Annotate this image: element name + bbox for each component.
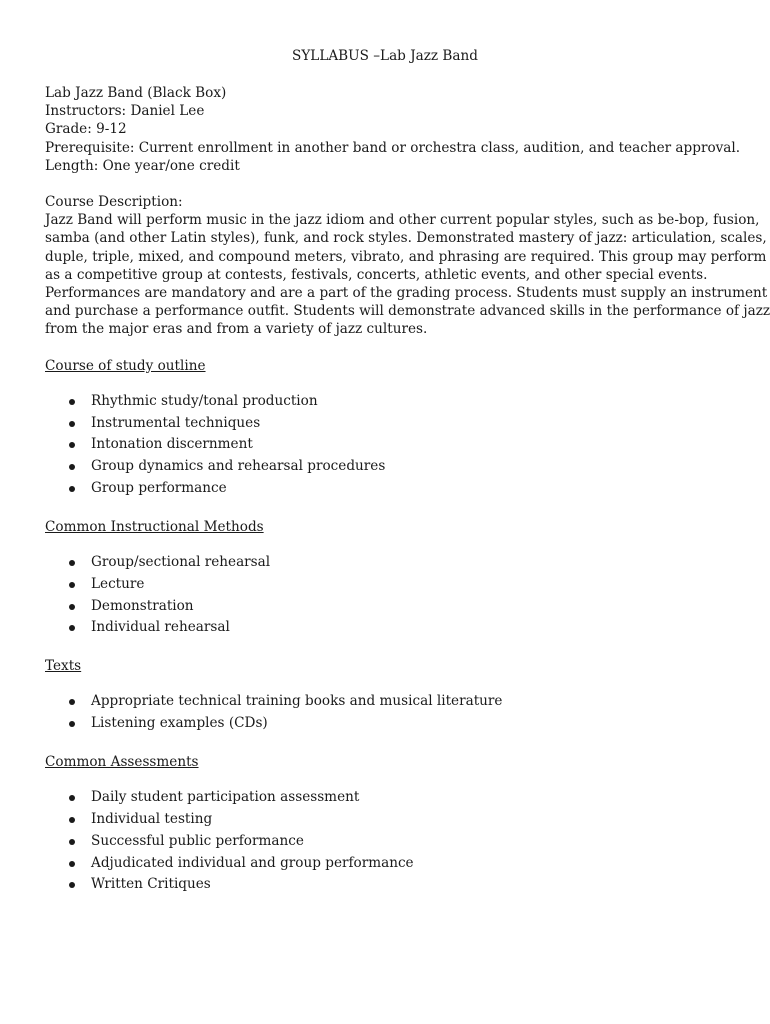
list-item: Demonstration — [45, 596, 735, 618]
list-item: Group performance — [45, 478, 735, 500]
list-item: Individual testing — [45, 809, 735, 831]
description-line: samba (and other Latin styles), funk, and rock styles. Demonstrated mastery of jazz: articulation, scales, — [45, 230, 767, 247]
list-item: Appropriate technical training books and musical literature — [45, 691, 735, 713]
description-line: from the major eras and from a variety of jazz cultures. — [45, 321, 428, 338]
description-line: Jazz Band will perform music in the jazz idiom and other current popular styles, such as be-bop, fusion, — [45, 212, 760, 229]
list-item: Instrumental techniques — [45, 413, 735, 435]
assessments-list — [45, 787, 735, 896]
section-heading-assessments: Common Assessments — [45, 754, 199, 771]
list-item: Rhythmic study/tonal production — [45, 391, 735, 413]
course-description-text — [45, 211, 770, 338]
list-item: Written Critiques — [45, 874, 735, 896]
section-heading-course-outline: Course of study outline — [45, 357, 206, 374]
length: Length: One year/one credit — [45, 157, 240, 174]
description-line: duple, triple, mixed, and compound meters, vibrato, and phrasing are required. This group may perform — [45, 248, 767, 265]
list-item: Individual rehearsal — [45, 617, 735, 639]
course-outline-list — [45, 391, 735, 500]
description-line: Performances are mandatory and are a part of the grading process. Students must supply an instrument — [45, 285, 768, 302]
prerequisite: Prerequisite: Current enrollment in another band or orchestra class, audition, and teacher approval. — [45, 139, 741, 156]
description-line: and purchase a performance outfit. Students will demonstrate advanced skills in the performance of jazz — [45, 303, 770, 320]
list-item: Successful public performance — [45, 831, 735, 853]
description-line: as a competitive group at contests, festivals, concerts, athletic events, and other special events. — [45, 266, 708, 283]
instructional-methods-list — [45, 552, 735, 639]
list-item: Listening examples (CDs) — [45, 713, 735, 735]
spacer — [45, 175, 735, 193]
list-item: Adjudicated individual and group performance — [45, 853, 735, 875]
grade: Grade: 9-12 — [45, 121, 127, 138]
instructors: Instructors: Daniel Lee — [45, 103, 205, 120]
course-name: Lab Jazz Band (Black Box) — [45, 85, 227, 101]
section-heading-instructional-methods: Common Instructional Methods — [45, 518, 264, 535]
list-item: Intonation discernment — [45, 434, 735, 456]
list-item: Daily student participation assessment — [45, 787, 735, 809]
page-title: SYLLABUS –Lab Jazz Band — [292, 48, 478, 64]
document-body — [45, 84, 770, 896]
list-item: Group/sectional rehearsal — [45, 552, 735, 574]
section-heading-texts: Texts — [45, 658, 82, 675]
texts-list — [45, 691, 735, 735]
list-item: Group dynamics and rehearsal procedures — [45, 456, 735, 478]
list-item: Lecture — [45, 574, 735, 596]
course-description-heading: Course Description: — [45, 194, 183, 211]
